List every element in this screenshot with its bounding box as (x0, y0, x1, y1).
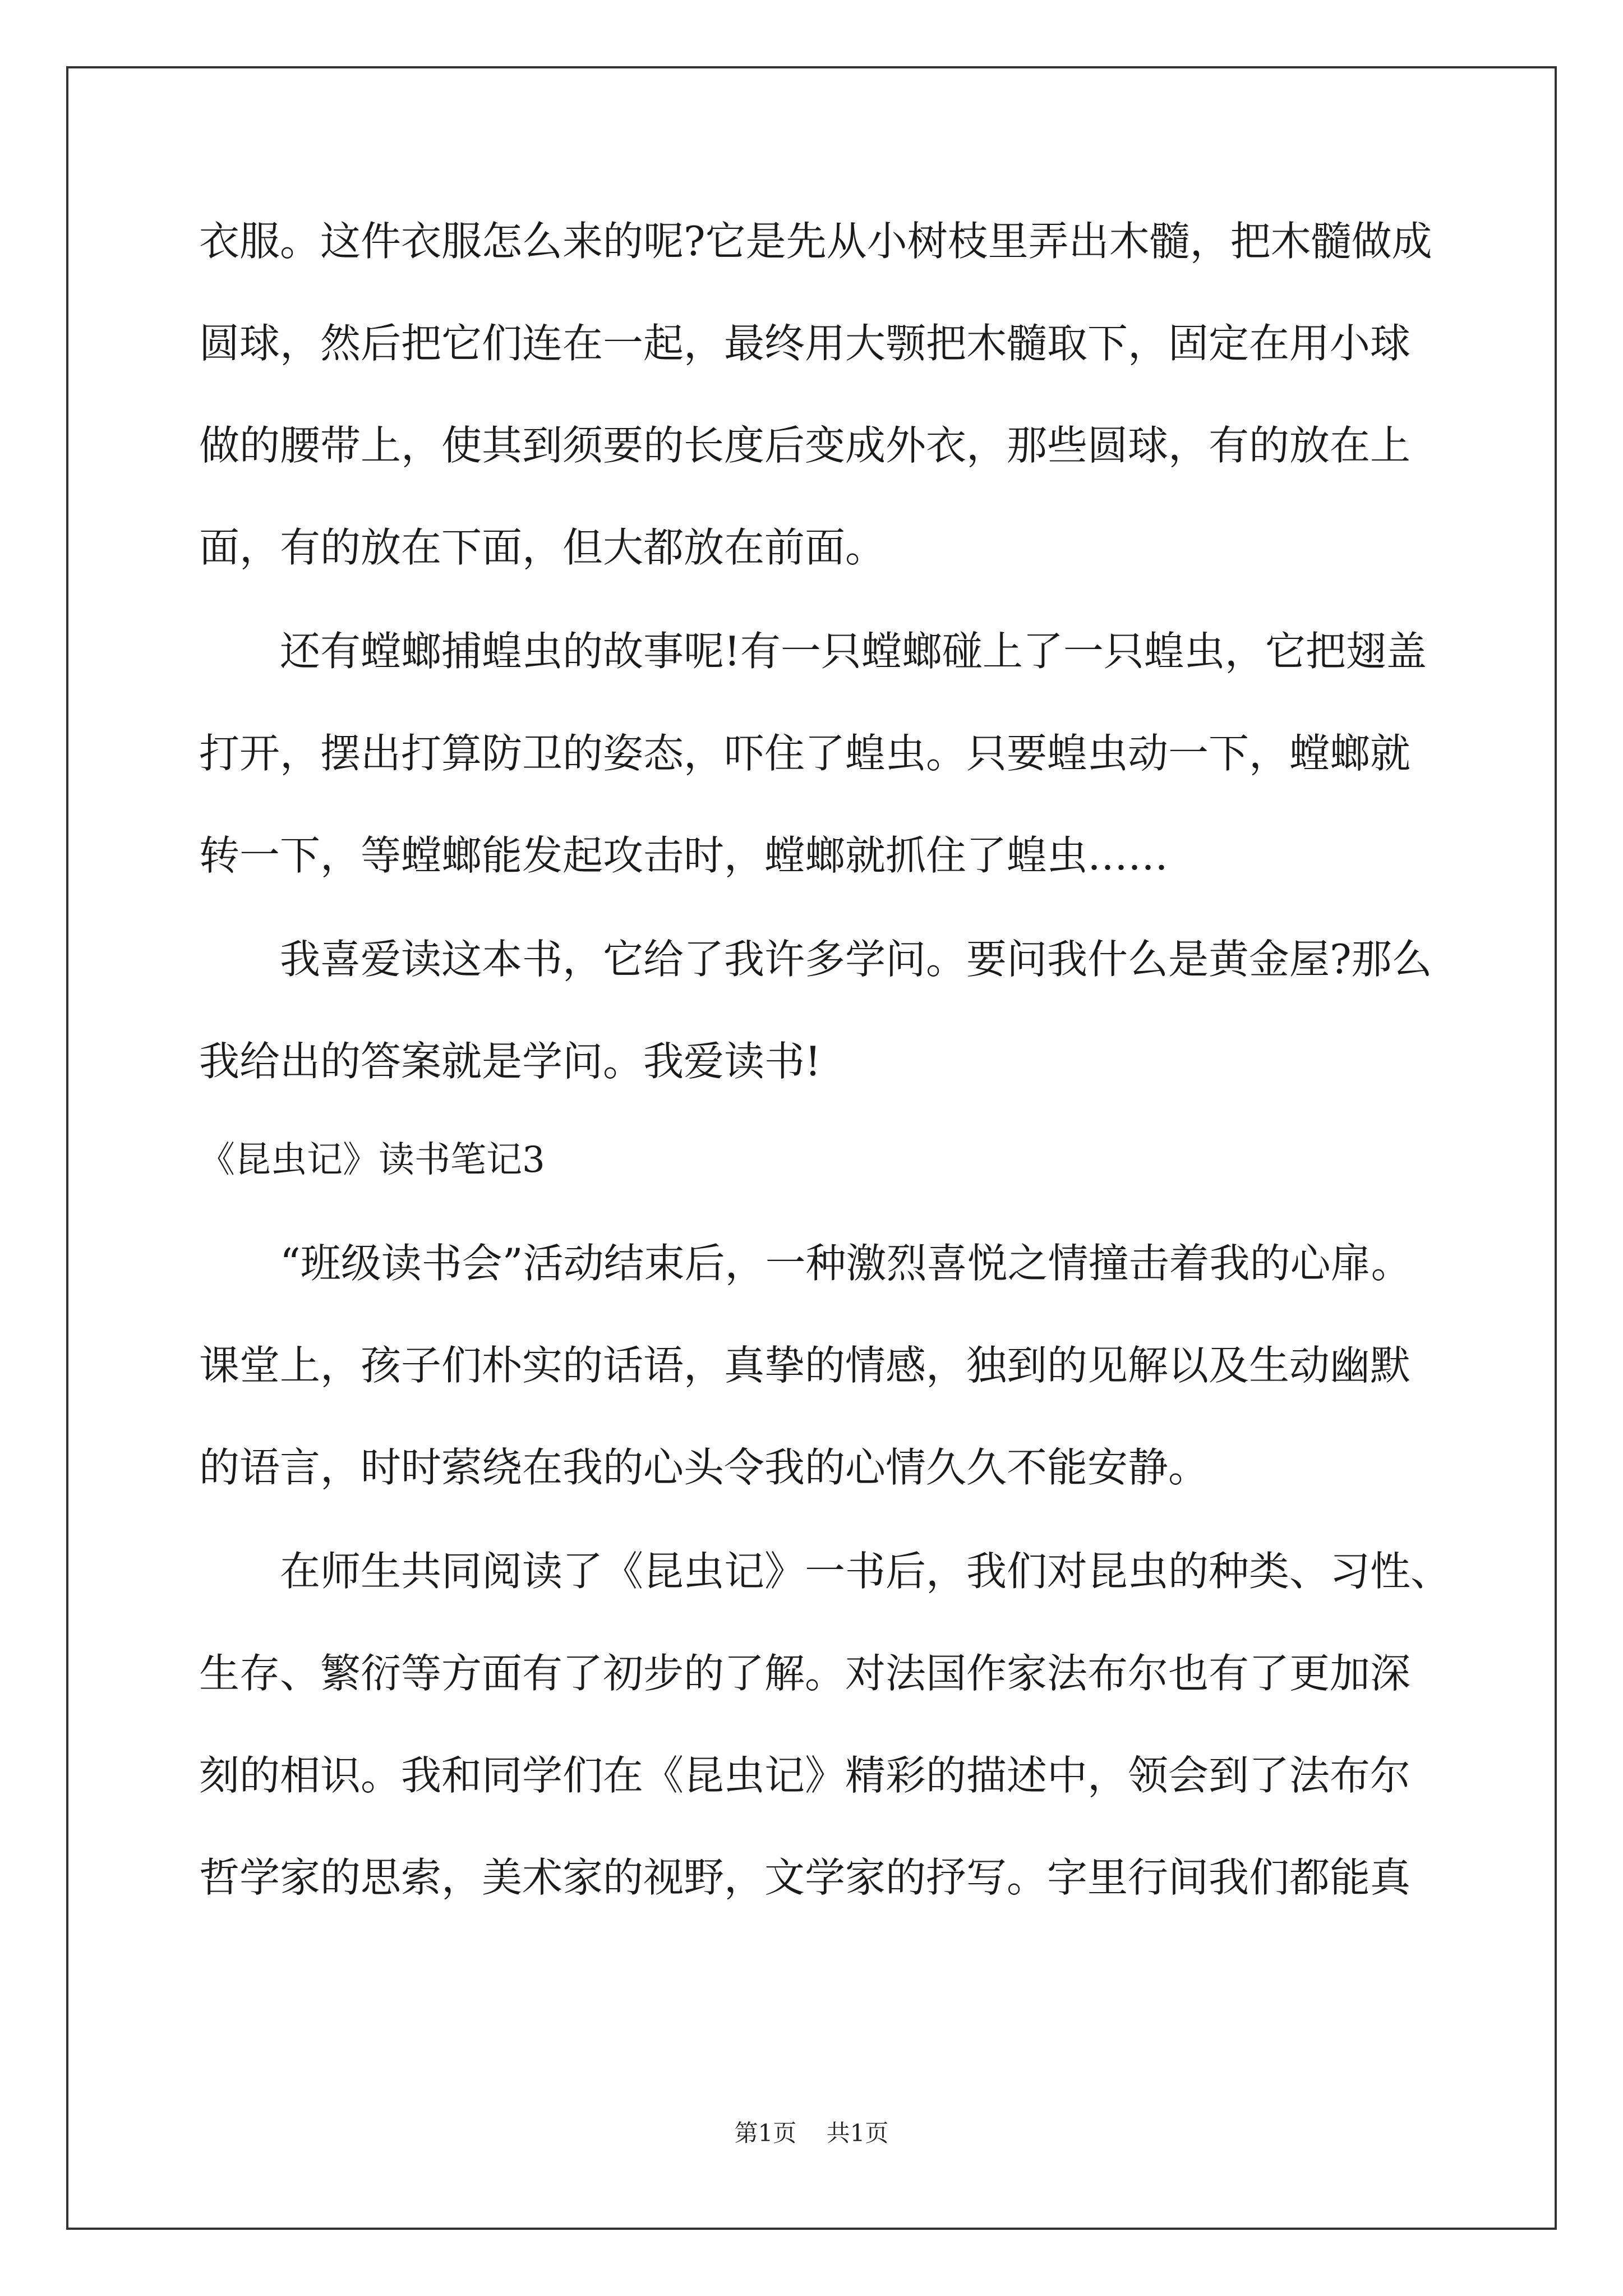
section-title: 《昆虫记》读书笔记3 (199, 1139, 545, 1181)
text-line: 面，有的放在下面，但大都放在前面。 (199, 524, 886, 571)
text-line: 课堂上，孩子们朴实的话语，真挚的情感，独到的见解以及生动幽默 (199, 1342, 1411, 1389)
page-footer (0, 2116, 1623, 2150)
text-line: 衣服。这件衣服怎么来的呢?它是先从小树枝里弄出木髓，把木髓做成 (199, 218, 1432, 265)
text-line: 生存、繁衍等方面有了初步的了解。对法国作家法布尔也有了更加深 (199, 1650, 1411, 1697)
page-number-total: 共1页 (826, 2119, 889, 2147)
text-line: 刻的相识。我和同学们在《昆虫记》精彩的描述中，领会到了法布尔 (199, 1752, 1411, 1799)
text-line: 我给出的答案就是学问。我爱读书! (199, 1038, 821, 1085)
text-line: 做的腰带上，使其到须要的长度后变成外衣，那些圆球，有的放在上 (199, 422, 1411, 469)
text-line: 哲学家的思索，美术家的视野，文学家的抒写。字里行间我们都能真 (199, 1854, 1411, 1901)
text-line: 转一下，等螳螂能发起攻击时，螳螂就抓住了蝗虫…… (199, 832, 1169, 879)
text-line: 的语言，时时萦绕在我的心头令我的心情久久不能安静。 (199, 1444, 1209, 1491)
paragraph-start-line: 在师生共同阅读了《昆虫记》一书后，我们对昆虫的种类、习性、 (280, 1548, 1451, 1595)
text-line: 打开，摆出打算防卫的姿态，吓住了蝗虫。只要蝗虫动一下，螳螂就 (199, 730, 1411, 777)
paragraph-start-line: “班级读书会”活动结束后，一种激烈喜悦之情撞击着我的心扉。 (280, 1240, 1412, 1287)
paragraph-start-line: 还有螳螂捕蝗虫的故事呢!有一只螳螂碰上了一只蝗虫，它把翅盖 (280, 628, 1427, 675)
paragraph-start-line: 我喜爱读这本书，它给了我许多学问。要问我什么是黄金屋?那么 (280, 936, 1432, 983)
text-line: 圆球，然后把它们连在一起，最终用大颚把木髓取下，固定在用小球 (199, 320, 1411, 367)
page-number-current: 第1页 (734, 2119, 797, 2147)
